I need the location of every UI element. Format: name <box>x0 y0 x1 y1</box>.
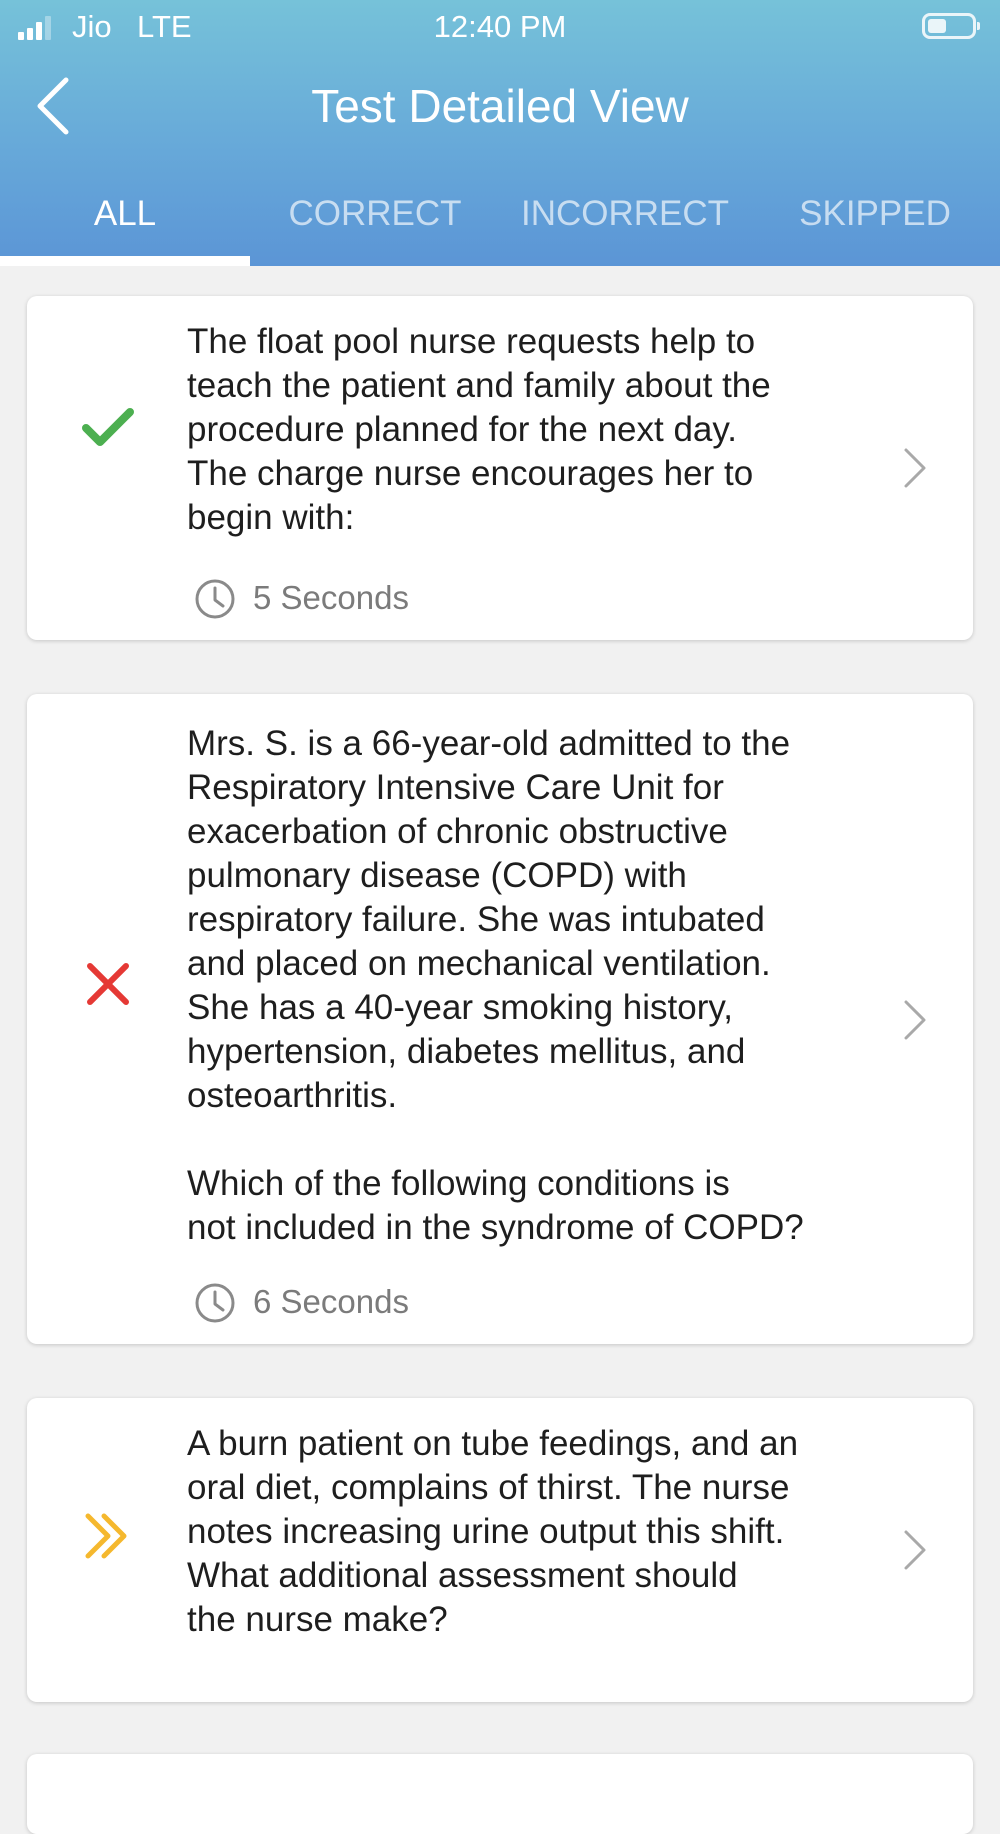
tab-all[interactable]: ALL <box>93 194 157 233</box>
chevron-right-icon <box>900 1528 930 1572</box>
nav-bar <box>0 56 1000 156</box>
cross-icon <box>82 958 134 1010</box>
question-card-skipped[interactable] <box>27 1398 973 1702</box>
check-icon <box>82 402 134 454</box>
double-chevron-right-icon <box>82 1510 134 1562</box>
network-type: LTE <box>137 9 192 44</box>
question-card[interactable] <box>27 1754 973 1834</box>
question-text: Mrs. S. is a 66-year-old admitted to the Respiratory Intensive Care Unit for exacerbation of chronic obstructive pulmonary disease (COPD) with respiratory failure. She was intubated and placed on mechanical ventilation. She has a 40-year smoking history, hypertension, diabetes mellitus, and osteoarthritis. Which of the following conditions is not included in the syndrome of COPD? <box>187 724 804 1247</box>
question-card-correct[interactable] <box>27 296 973 640</box>
app-header <box>0 0 1000 266</box>
page-title: Test Detailed View <box>311 80 689 132</box>
question-card-incorrect[interactable] <box>27 694 973 1344</box>
tab-incorrect[interactable]: INCORRECT <box>520 194 730 233</box>
active-tab-indicator <box>0 256 250 266</box>
chevron-right-icon <box>900 446 930 490</box>
question-text: A burn patient on tube feedings, and an oral diet, complains of thirst. The nurse notes increasing urine output this shift. What additional assessment should the nurse make? <box>187 1424 799 1639</box>
question-text: The float pool nurse requests help to teach the patient and family about the procedure planned for the next day. The charge nurse encourages her to begin with: <box>187 322 771 537</box>
time-spent-label: 6 Seconds <box>253 1283 409 1320</box>
status-bar <box>0 0 1000 56</box>
clock-icon <box>194 1282 236 1324</box>
tab-correct[interactable]: CORRECT <box>288 194 462 233</box>
status-time: 12:40 PM <box>433 9 567 44</box>
battery-icon <box>922 13 976 39</box>
filter-tabs <box>0 170 1000 266</box>
time-spent-label: 5 Seconds <box>253 579 409 616</box>
carrier-name: Jio <box>72 9 112 44</box>
tab-skipped[interactable]: SKIPPED <box>799 194 951 233</box>
clock-icon <box>194 578 236 620</box>
chevron-right-icon <box>900 998 930 1042</box>
